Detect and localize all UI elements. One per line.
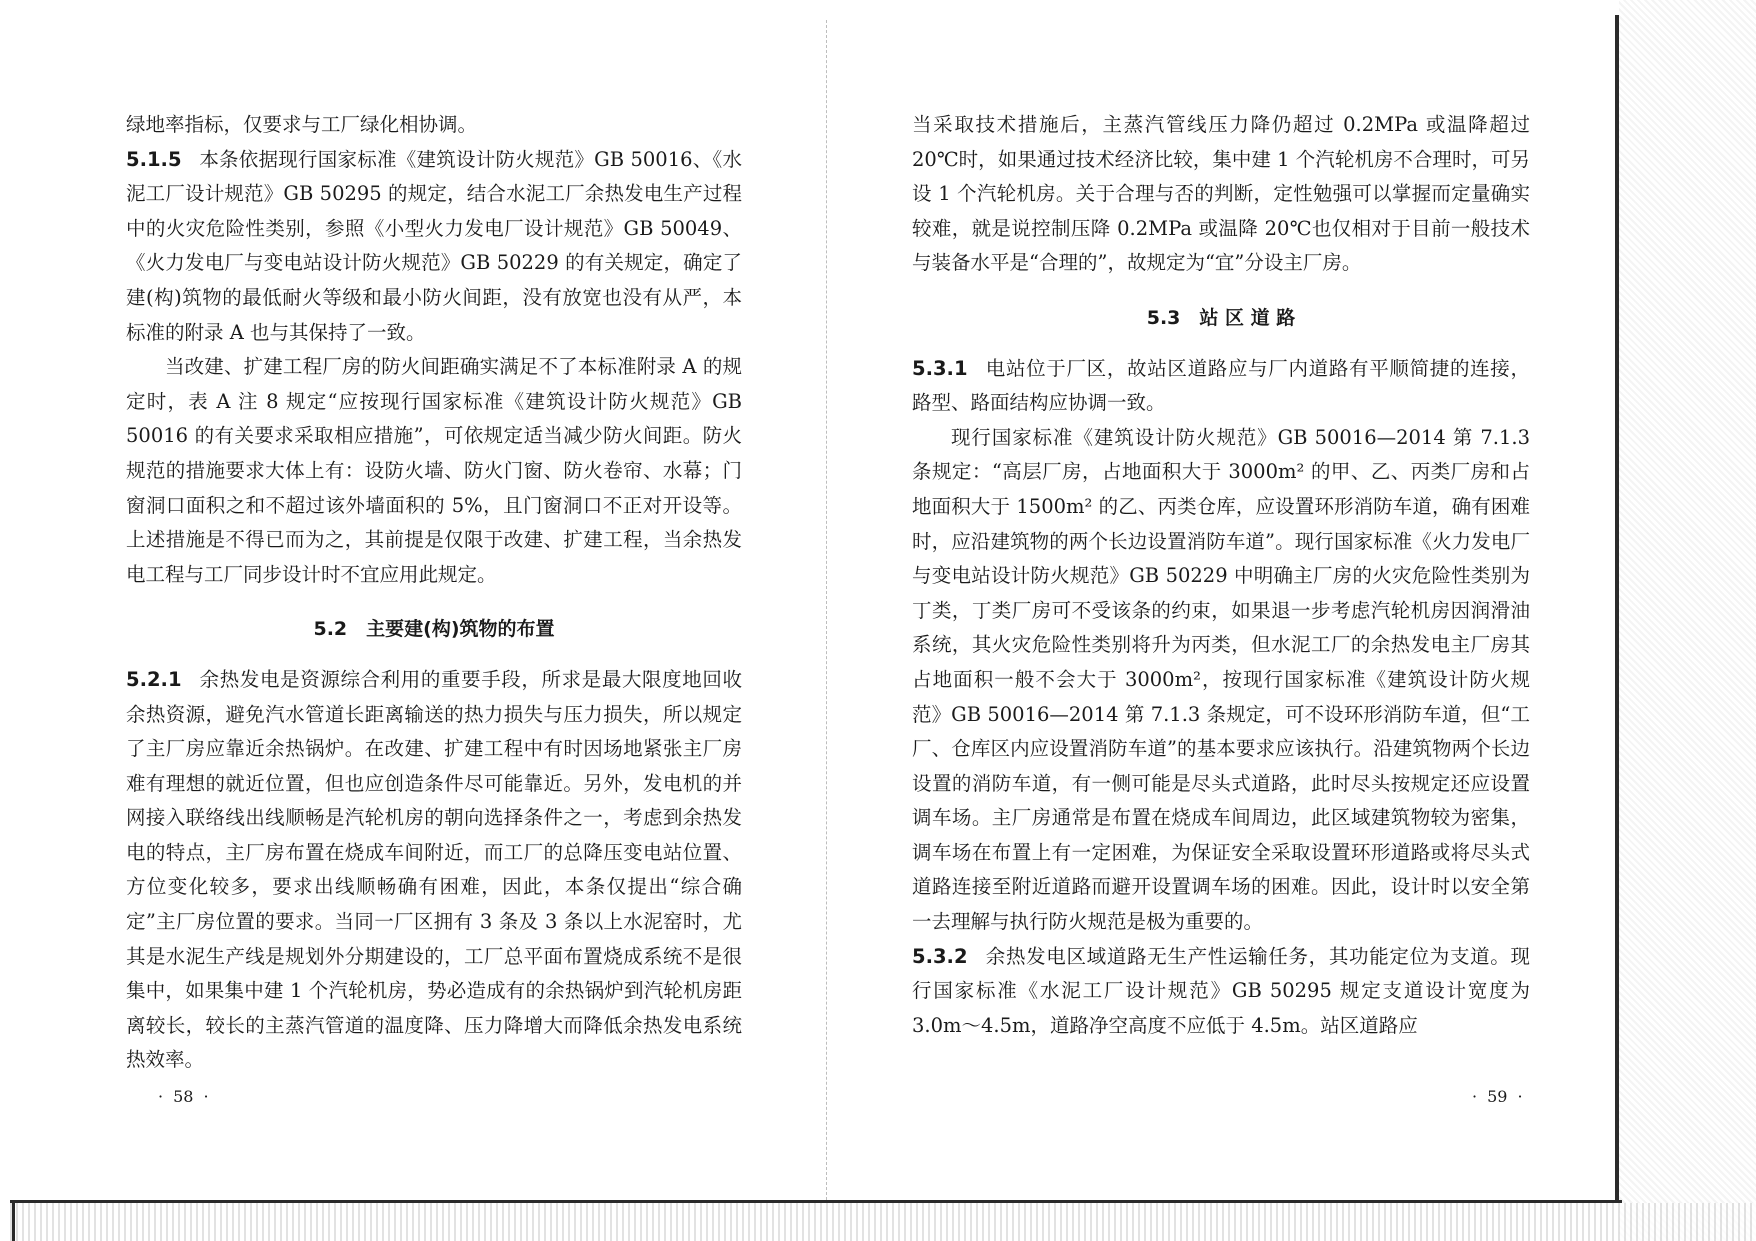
paragraph-text: 当改建、扩建工程厂房的防火间距确实满足不了本标准附录 A 的规定时，表 A 注 8 规定“应按现行国家标准《建筑设计防火规范》GB 50016 的有关要求采取相应措施”，可依规定适当减少防火间距。防火规范的措施要求大体上有：设防火墙、防火门窗、防火卷帘、水幕；门窗洞口面积之和不超过该外墙面积的 5%，且门窗洞口不正对开设等。上述措施是不得已而为之，其前提是仅限于改建、扩建工程，当余热发电工程与工厂同步设计时不宜应用此规定。 bbox=[126, 355, 742, 586]
left-page bbox=[126, 108, 742, 1078]
paragraph bbox=[912, 421, 1530, 940]
paragraph-text: 当采取技术措施后，主蒸汽管线压力降仍超过 0.2MPa 或温降超过 20℃时，如果通过技术经济比较，集中建 1 个汽轮机房不合理时，可另设 1 个汽轮机房。关于合理与否的判断，定性勉强可以掌握而定量确实较难，就是说控制压降 0.2MPa 或温降 20℃也仅相对于目前一般技术与装备水平是“合理的”，故规定为“宜”分设主厂房。 bbox=[912, 113, 1530, 275]
scan-shadow-bottom bbox=[10, 1203, 1756, 1241]
paragraph bbox=[126, 350, 742, 592]
paragraph-text: 现行国家标准《建筑设计防火规范》GB 50016—2014 第 7.1.3 条规定：“高层厂房，占地面积大于 3000m² 的甲、乙、丙类厂房和占地面积大于 1500m² 的乙、丙类仓库，应设置环形消防车道，确有困难时，应沿建筑物的两个长边设置消防车道”。现行国家标准《火力发电厂与变电站设计防火规范》GB 50229 中明确主厂房的火灾危险性类别为丁类，丁类厂房可不受该条的约束，如果退一步考虑汽轮机房因润滑油系统，其火灾危险性类别将升为丙类，但水泥工厂的余热发电主厂房其占地面积一般不会大于 3000m²，按现行国家标准《建筑设计防火规范》GB 50016—2014 第 7.1.3 条规定，可不设环形消防车道，但“工厂、仓库区内应设置消防车道”的基本要求应该执行。沿建筑物两个长边设置的消防车道，有一侧可能是尽头式道路，此时尽头按规定还应设置调车场。主厂房通常是布置在烧成车间周边，此区域建筑物较为密集，调车场在布置上有一定困难，为保证安全采取设置环形道路或将尽头式道路连接至附近道路而避开设置调车场的困难。因此，设计时以安全第一去理解与执行防火规范是极为重要的。 bbox=[912, 425, 1530, 934]
paragraph-text: 绿地率指标，仅要求与工厂绿化相协调。 bbox=[126, 113, 478, 136]
clause-5-3-1 bbox=[912, 352, 1530, 421]
page-number-value: 59 bbox=[1487, 1087, 1508, 1106]
scan-shadow-right bbox=[1619, 0, 1756, 1241]
clause-number: 5.3.1 bbox=[912, 356, 968, 380]
clause-5-3-2 bbox=[912, 940, 1530, 1044]
paragraph-text: 本条依据现行国家标准《建筑设计防火规范》GB 50016、《水泥工厂设计规范》GB 50295 的规定，结合水泥工厂余热发电生产过程中的火灾危险性类别，参照《小型火力发电厂设计规范》GB 50049、《火力发电厂与变电站设计防火规范》GB 50229 的有关规定，确定了建(构)筑物的最低耐火等级和最小防火间距，没有放宽也没有从严，本标准的附录 A 也与其保持了一致。 bbox=[126, 147, 742, 344]
section-heading-5-3: 5.3 站 区 道 路 bbox=[1146, 306, 1296, 329]
clause-5-2-1 bbox=[126, 663, 742, 1078]
section-heading-5-2: 5.2 主要建(构)筑物的布置 bbox=[313, 618, 555, 641]
clause-number: 5.1.5 bbox=[126, 147, 182, 171]
right-page bbox=[912, 108, 1530, 1043]
page-edge-right bbox=[1615, 15, 1619, 1200]
page-edge-left bbox=[12, 1203, 15, 1241]
clause-number: 5.2.1 bbox=[126, 667, 182, 691]
paragraph-text: 电站位于厂区，故站区道路应与厂内道路有平顺简捷的连接，路型、路面结构应协调一致。 bbox=[912, 356, 1530, 415]
page-number-right: · 59 · bbox=[1472, 1087, 1523, 1106]
paragraph bbox=[912, 108, 1530, 281]
page-number-value: 58 bbox=[173, 1087, 194, 1106]
paragraph bbox=[126, 108, 742, 143]
page-edge-bottom bbox=[10, 1200, 1622, 1203]
paragraph-text: 余热发电是资源综合利用的重要手段，所求是最大限度地回收余热资源，避免汽水管道长距离输送的热力损失与压力损失，所以规定了主厂房应靠近余热锅炉。在改建、扩建工程中有时因场地紧张主厂房难有理想的就近位置，但也应创造条件尽可能靠近。另外，发电机的并网接入联络线出线顺畅是汽轮机房的朝向选择条件之一，考虑到余热发电的特点，主厂房布置在烧成车间附近，而工厂的总降压变电站位置、方位变化较多，要求出线顺畅确有困难，因此，本条仅提出“综合确定”主厂房位置的要求。当同一厂区拥有 3 条及 3 条以上水泥窑时，尤其是水泥生产线是规划外分期建设的，工厂总平面布置烧成系统不是很集中，如果集中建 1 个汽轮机房，势必造成有的余热锅炉到汽轮机房距离较长，较长的主蒸汽管道的温度降、压力降增大而降低余热发电系统热效率。 bbox=[126, 667, 742, 1072]
clause-5-1-5 bbox=[126, 143, 742, 351]
clause-number: 5.3.2 bbox=[912, 944, 968, 968]
paragraph-text: 余热发电区域道路无生产性运输任务，其功能定位为支道。现行国家标准《水泥工厂设计规范》GB 50295 规定支道设计宽度为 3.0m～4.5m，道路净空高度不应低于 4.5m。站区道路应 bbox=[912, 944, 1530, 1037]
page-number-left: · 58 · bbox=[158, 1087, 209, 1106]
book-gutter bbox=[826, 20, 827, 1200]
